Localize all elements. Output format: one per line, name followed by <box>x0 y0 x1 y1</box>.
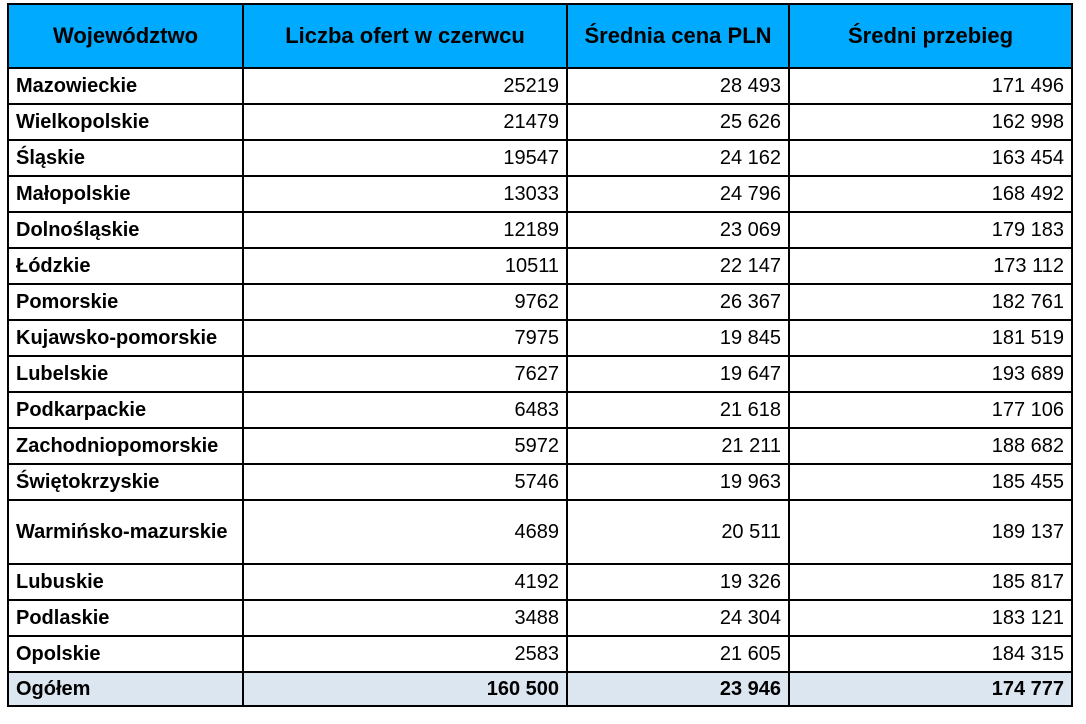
region-cell: Podkarpackie <box>8 392 243 428</box>
avg-mileage-cell: 181 519 <box>789 320 1072 356</box>
region-cell: Wielkopolskie <box>8 104 243 140</box>
avg-mileage-cell: 168 492 <box>789 176 1072 212</box>
offers-cell: 13033 <box>243 176 567 212</box>
table-row <box>8 636 1072 672</box>
offers-cell: 25219 <box>243 68 567 104</box>
table-body <box>8 68 1072 672</box>
avg-mileage-cell: 188 682 <box>789 428 1072 464</box>
table-row <box>8 104 1072 140</box>
region-cell: Pomorskie <box>8 284 243 320</box>
avg-price-cell: 19 963 <box>567 464 789 500</box>
table-row <box>8 320 1072 356</box>
avg-price-cell: 23 069 <box>567 212 789 248</box>
header-avg-price: Średnia cena PLN <box>567 4 789 68</box>
offers-cell: 2583 <box>243 636 567 672</box>
total-avg-mileage: 174 777 <box>789 672 1072 706</box>
region-cell: Dolnośląskie <box>8 212 243 248</box>
avg-price-cell: 22 147 <box>567 248 789 284</box>
header-row <box>8 4 1072 68</box>
avg-mileage-cell: 177 106 <box>789 392 1072 428</box>
avg-mileage-cell: 183 121 <box>789 600 1072 636</box>
offers-cell: 5746 <box>243 464 567 500</box>
avg-mileage-cell: 185 455 <box>789 464 1072 500</box>
offers-cell: 9762 <box>243 284 567 320</box>
total-offers: 160 500 <box>243 672 567 706</box>
table-header <box>8 4 1072 68</box>
table-row <box>8 356 1072 392</box>
avg-price-cell: 19 647 <box>567 356 789 392</box>
table-row <box>8 248 1072 284</box>
region-cell: Zachodniopomorskie <box>8 428 243 464</box>
region-cell: Warmińsko-mazurskie <box>8 500 243 564</box>
table-row <box>8 600 1072 636</box>
header-avg-mileage: Średni przebieg <box>789 4 1072 68</box>
offers-cell: 4192 <box>243 564 567 600</box>
avg-mileage-cell: 163 454 <box>789 140 1072 176</box>
table-row <box>8 464 1072 500</box>
offers-cell: 19547 <box>243 140 567 176</box>
region-cell: Lubelskie <box>8 356 243 392</box>
table-row <box>8 212 1072 248</box>
table-row <box>8 140 1072 176</box>
table-row <box>8 392 1072 428</box>
avg-price-cell: 24 162 <box>567 140 789 176</box>
avg-price-cell: 19 845 <box>567 320 789 356</box>
avg-mileage-cell: 182 761 <box>789 284 1072 320</box>
table-row <box>8 176 1072 212</box>
region-cell: Świętokrzyskie <box>8 464 243 500</box>
avg-price-cell: 21 605 <box>567 636 789 672</box>
offers-cell: 3488 <box>243 600 567 636</box>
avg-mileage-cell: 185 817 <box>789 564 1072 600</box>
avg-mileage-cell: 179 183 <box>789 212 1072 248</box>
table-row <box>8 500 1072 564</box>
offers-cell: 21479 <box>243 104 567 140</box>
region-cell: Opolskie <box>8 636 243 672</box>
total-label: Ogółem <box>8 672 243 706</box>
offers-cell: 10511 <box>243 248 567 284</box>
avg-price-cell: 26 367 <box>567 284 789 320</box>
avg-price-cell: 25 626 <box>567 104 789 140</box>
voivodeship-stats-table <box>7 3 1073 707</box>
offers-cell: 12189 <box>243 212 567 248</box>
avg-mileage-cell: 189 137 <box>789 500 1072 564</box>
avg-price-cell: 24 304 <box>567 600 789 636</box>
avg-price-cell: 19 326 <box>567 564 789 600</box>
avg-price-cell: 21 211 <box>567 428 789 464</box>
offers-cell: 7975 <box>243 320 567 356</box>
avg-price-cell: 21 618 <box>567 392 789 428</box>
avg-price-cell: 20 511 <box>567 500 789 564</box>
region-cell: Małopolskie <box>8 176 243 212</box>
total-row <box>8 672 1072 706</box>
region-cell: Lubuskie <box>8 564 243 600</box>
region-cell: Mazowieckie <box>8 68 243 104</box>
avg-price-cell: 28 493 <box>567 68 789 104</box>
region-cell: Łódzkie <box>8 248 243 284</box>
table-row <box>8 284 1072 320</box>
header-region: Województwo <box>8 4 243 68</box>
table-row <box>8 564 1072 600</box>
region-cell: Kujawsko-pomorskie <box>8 320 243 356</box>
offers-cell: 6483 <box>243 392 567 428</box>
avg-mileage-cell: 184 315 <box>789 636 1072 672</box>
avg-mileage-cell: 173 112 <box>789 248 1072 284</box>
avg-mileage-cell: 171 496 <box>789 68 1072 104</box>
avg-mileage-cell: 193 689 <box>789 356 1072 392</box>
offers-cell: 7627 <box>243 356 567 392</box>
offers-cell: 5972 <box>243 428 567 464</box>
header-offers: Liczba ofert w czerwcu <box>243 4 567 68</box>
region-cell: Śląskie <box>8 140 243 176</box>
avg-mileage-cell: 162 998 <box>789 104 1072 140</box>
avg-price-cell: 24 796 <box>567 176 789 212</box>
total-avg-price: 23 946 <box>567 672 789 706</box>
region-cell: Podlaskie <box>8 600 243 636</box>
table-row <box>8 428 1072 464</box>
table-row <box>8 68 1072 104</box>
offers-cell: 4689 <box>243 500 567 564</box>
table-footer <box>8 672 1072 706</box>
